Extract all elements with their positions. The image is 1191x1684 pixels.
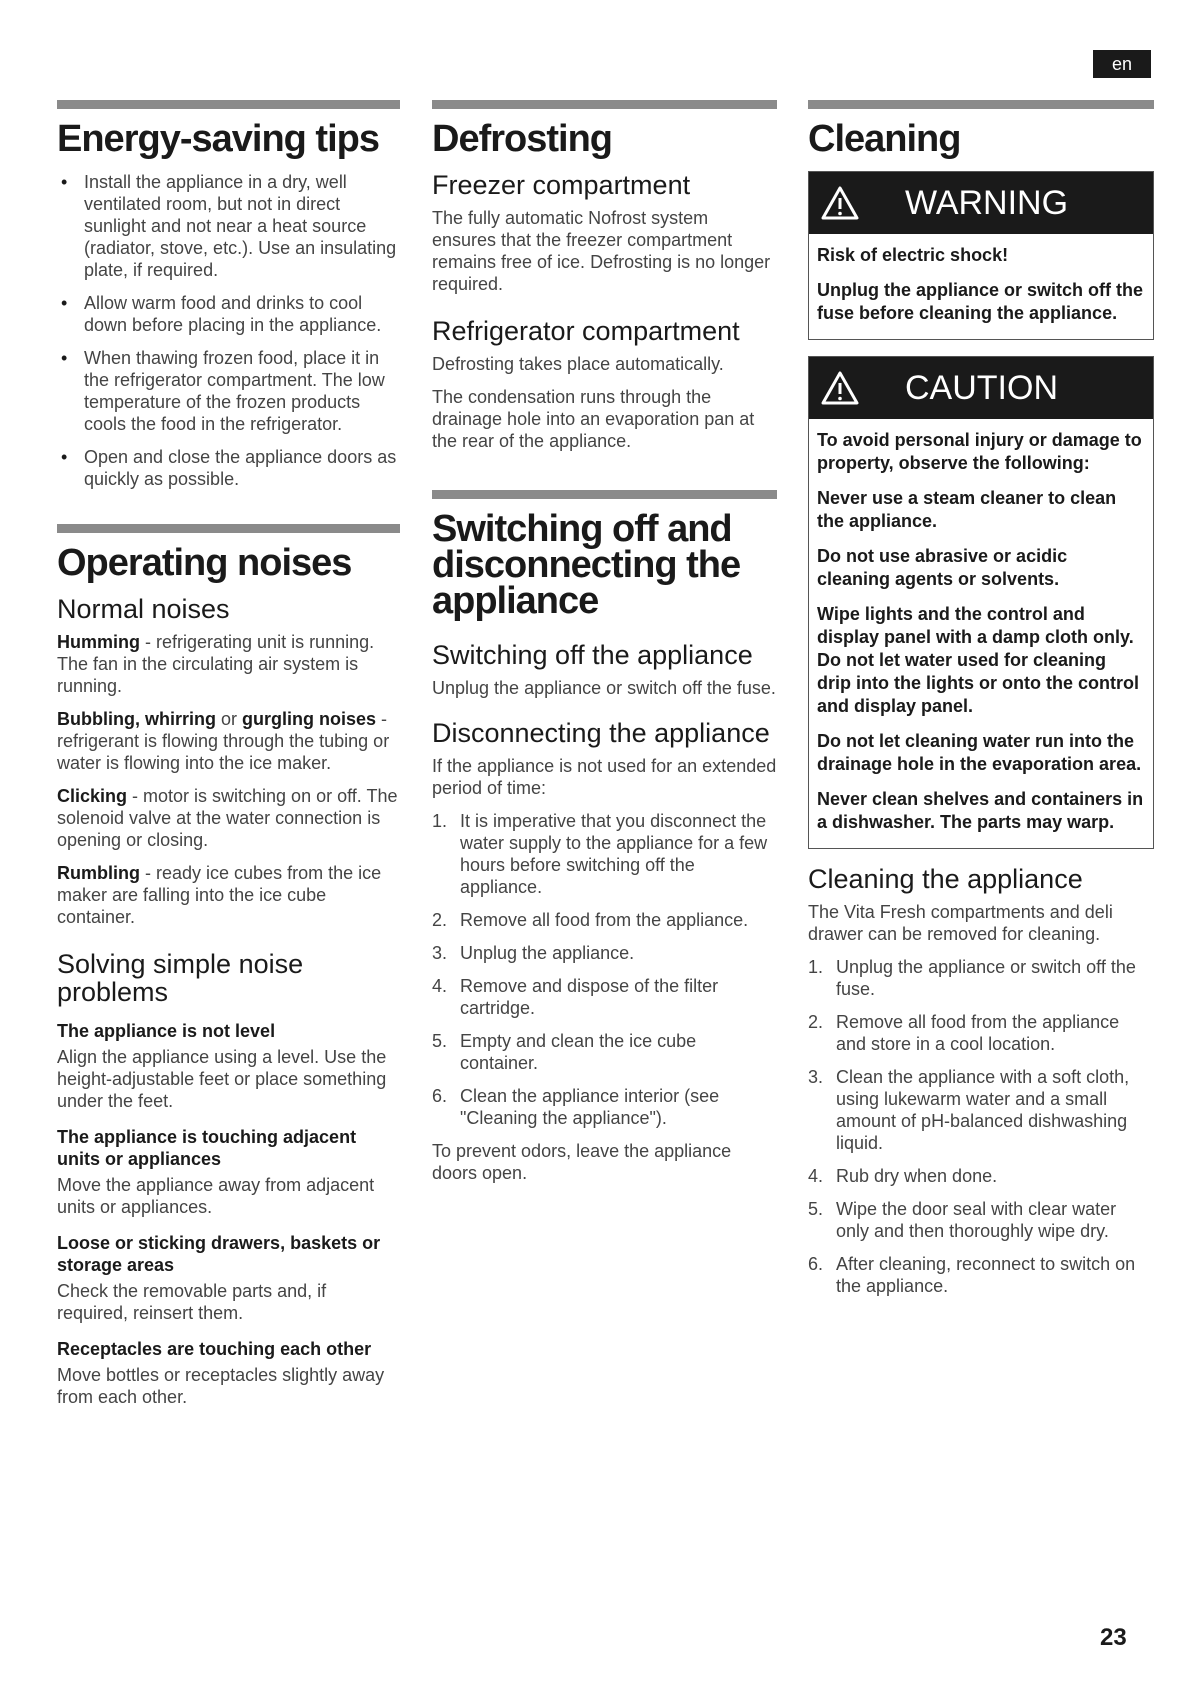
warning-triangle-icon (821, 186, 859, 220)
noise-clicking: Clicking - motor is switching on or off. The solenoid valve at the water connection is opening or closing. (57, 786, 398, 850)
cleaning-title: Cleaning (808, 118, 961, 160)
noise-bubbling: Bubbling, whirring or gurgling noises - refrigerant is flowing through the tubing or water is flowing into the ice maker. (57, 709, 390, 773)
column-right (808, 100, 1154, 1308)
list-item: 2. Remove all food from the appliance. (432, 910, 749, 930)
list-item: 5. Empty and clean the ice cube container. (432, 1031, 697, 1073)
defrosting-title: Defrosting (432, 118, 612, 160)
cleaning-intro: The Vita Fresh compartments and deli drawer can be removed for cleaning. (808, 902, 1113, 944)
disconnect-outro: To prevent odors, leave the appliance doors open. (432, 1141, 732, 1183)
warning-box (808, 171, 1154, 340)
energy-title: Energy-saving tips (57, 118, 379, 160)
problem-text: Check the removable parts and, if required, reinsert them. (57, 1281, 327, 1323)
problem-heading: Receptacles are touching each other (57, 1339, 372, 1359)
section-rule (808, 100, 1154, 109)
section-rule (432, 490, 777, 499)
list-item: • Install the appliance in a dry, well ventilated room, but not in direct sunlight and not near a heat source (radiator, stove, etc.). Use an insulating plate, if required. (57, 171, 400, 281)
list-item: 1. It is imperative that you disconnect the water supply to the appliance for a few hours before switching off the appliance. (432, 811, 768, 897)
caution-text: Never use a steam cleaner to clean the appliance. (817, 488, 1117, 531)
disconnect-intro: If the appliance is not used for an extended period of time: (432, 756, 777, 798)
caution-text: To avoid personal injury or damage to property, observe the following: (817, 430, 1142, 473)
warning-label: WARNING (905, 183, 1069, 222)
problem-heading: The appliance is touching adjacent units or appliances (57, 1127, 357, 1169)
caution-box (808, 356, 1154, 849)
disconnect-steps (432, 810, 777, 1129)
freezer-title: Freezer compartment (432, 170, 691, 200)
noise-humming: Humming - refrigerating unit is running. The fan in the circulating air system is running. (57, 632, 375, 696)
fridge-title: Refrigerator compartment (432, 316, 740, 346)
solving-noise-title: Solving simple noise problems (57, 949, 304, 1007)
section-rule (57, 100, 400, 109)
language-badge: en (1093, 50, 1151, 78)
freezer-text: The fully automatic Nofrost system ensures that the freezer compartment remains free of ice. Defrosting is no longer required. (432, 208, 771, 294)
list-item: 6. Clean the appliance interior (see "Cleaning the appliance"). (432, 1086, 720, 1128)
switch-off-title: Switching off the appliance (432, 640, 753, 670)
column-left (57, 100, 400, 1419)
caution-text: Never clean shelves and containers in a dishwasher. The parts may warp. (817, 789, 1144, 832)
section-rule (57, 524, 400, 533)
caution-text: Do not let cleaning water run into the drainage hole in the evaporation area. (817, 731, 1142, 774)
noises-title: Operating noises (57, 542, 352, 584)
disconnect-title: Disconnecting the appliance (432, 718, 770, 748)
problem-text: Move bottles or receptacles slightly away from each other. (57, 1365, 385, 1407)
list-item: 2. Remove all food from the appliance and store in a cool location. (808, 1012, 1120, 1054)
list-item: 4. Rub dry when done. (808, 1166, 998, 1186)
caution-header (809, 357, 1153, 419)
warning-text: Risk of electric shock! (817, 245, 1009, 265)
section-rule (432, 100, 777, 109)
fridge-text: The condensation runs through the drainage hole into an evaporation pan at the rear of the appliance. (432, 387, 755, 451)
page-number: 23 (1100, 1624, 1127, 1651)
cleaning-steps (808, 956, 1154, 1297)
warning-triangle-icon (821, 371, 859, 405)
caution-text: Wipe lights and the control and display panel with a damp cloth only. Do not let water used for cleaning drip into the lights or onto the control and display panel. (817, 604, 1139, 716)
column-middle (432, 100, 777, 1195)
cleaning-appliance-title: Cleaning the appliance (808, 864, 1083, 894)
list-item: 1. Unplug the appliance or switch off the fuse. (808, 957, 1136, 999)
switch-off-text: Unplug the appliance or switch off the fuse. (432, 678, 776, 698)
warning-text: Unplug the appliance or switch off the fuse before cleaning the appliance. (817, 280, 1144, 323)
switching-title: Switching off and disconnecting the appliance (432, 508, 741, 622)
list-item: • Allow warm food and drinks to cool down before placing in the appliance. (57, 292, 400, 336)
list-item: 3. Unplug the appliance. (432, 943, 635, 963)
list-item: 4. Remove and dispose of the filter cartridge. (432, 976, 719, 1018)
energy-tips-list (57, 171, 400, 490)
list-item: 6. After cleaning, reconnect to switch on the appliance. (808, 1254, 1136, 1296)
caution-label: CAUTION (905, 368, 1058, 407)
problem-heading: Loose or sticking drawers, baskets or storage areas (57, 1233, 381, 1275)
list-item: • When thawing frozen food, place it in the refrigerator compartment. The low temperature of the frozen products cools the food in the refrigerator. (57, 347, 400, 435)
caution-text: Do not use abrasive or acidic cleaning agents or solvents. (817, 546, 1068, 589)
warning-header (809, 172, 1153, 234)
normal-noises-title: Normal noises (57, 594, 230, 624)
noise-rumbling: Rumbling - ready ice cubes from the ice maker are falling into the ice cube container. (57, 863, 382, 927)
problem-heading: The appliance is not level (57, 1021, 276, 1041)
list-item: • Open and close the appliance doors as quickly as possible. (57, 446, 400, 490)
list-item: 3. Clean the appliance with a soft cloth, using lukewarm water and a small amount of pH-balanced dishwashing liquid. (808, 1067, 1130, 1153)
problem-text: Align the appliance using a level. Use the height-adjustable feet or place something under the feet. (57, 1047, 387, 1111)
problem-text: Move the appliance away from adjacent units or appliances. (57, 1175, 375, 1217)
list-item: 5. Wipe the door seal with clear water only and then thoroughly wipe dry. (808, 1199, 1117, 1241)
fridge-text: Defrosting takes place automatically. (432, 354, 724, 374)
